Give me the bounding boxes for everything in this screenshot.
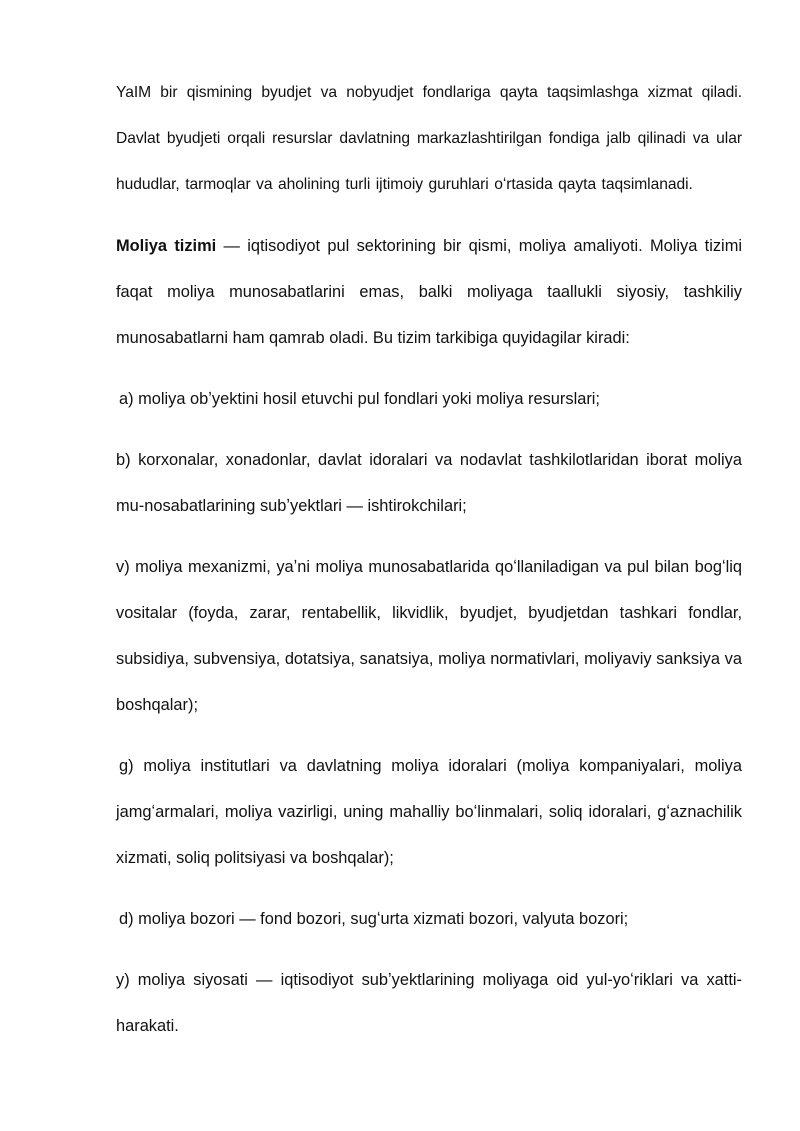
paragraph-financial-system-definition (116, 223, 742, 361)
list-item-text: g) moliya institutlari va davlatning moliya idoralari (moliya kompaniyalari, moliya jamgʻarmalari, moliya vazirligi, uning mahalliy boʻlinmalari, soliq idoralari, gʻaznachilik xizmati, soliq politsiyasi va boshqalar); (116, 757, 742, 867)
paragraph-text: — iqtisodiyot pul sektorining bir qismi, moliya amaliyoti. Moliya tizimi faqat moliya munosabatlarini emas, balki moliyaga taallukli siyosiy, tashkiliy munosabatlarni ham qamrab oladi. Bu tizim tarkibiga quyidagilar kiradi: (116, 237, 742, 347)
list-item-text: y) moliya siyosati — iqtisodiyot subʼyektlarining moliyaga oid yul-yoʻriklari va xatti-harakati. (116, 971, 742, 1035)
list-item-text: b) korxonalar, xonadonlar, davlat idoralari va nodavlat tashkilotlaridan iborat moliya mu-nosabatlarining subʼyektlari — ishtirokchilari; (116, 451, 742, 515)
list-item-y (116, 957, 742, 1049)
list-item-g (116, 743, 742, 881)
list-item-v (116, 544, 742, 728)
list-item-text: a) moliya obʼyektini hosil etuvchi pul fondlari yoki moliya resurslari; (119, 390, 600, 408)
list-item-d (116, 896, 742, 942)
term-moliya-tizimi: Moliya tizimi (116, 237, 217, 255)
paragraph-text: YaIM bir qismining byudjet va nobyudjet fondlariga qayta taqsimlashga xizmat qiladi. Davlat byudjeti orqali resurslar davlatning markazlashtirilgan fondiga jalb qilinadi va ular hududlar, tarmoqlar va aholining turli ijtimoiy guruhlari oʻrtasida qayta taqsimlanadi. (116, 84, 742, 193)
paragraph-budget-redistribution (116, 70, 742, 208)
list-item-a (116, 376, 742, 422)
document-body (116, 70, 742, 1064)
list-item-text: v) moliya mexanizmi, yaʼni moliya munosabatlarida qoʻllaniladigan va pul bilan bogʻliq vositalar (foyda, zarar, rentabellik, likvidlik, byudjet, byudjetdan tashkari fondlar, subsidiya, subvensiya, dotatsiya, sanatsiya, moliya normativlari, moliyaviy sanksiya va boshqalar); (116, 558, 742, 714)
list-item-text: d) moliya bozori — fond bozori, sugʻurta xizmati bozori, valyuta bozori; (119, 910, 629, 928)
list-item-b (116, 437, 742, 529)
